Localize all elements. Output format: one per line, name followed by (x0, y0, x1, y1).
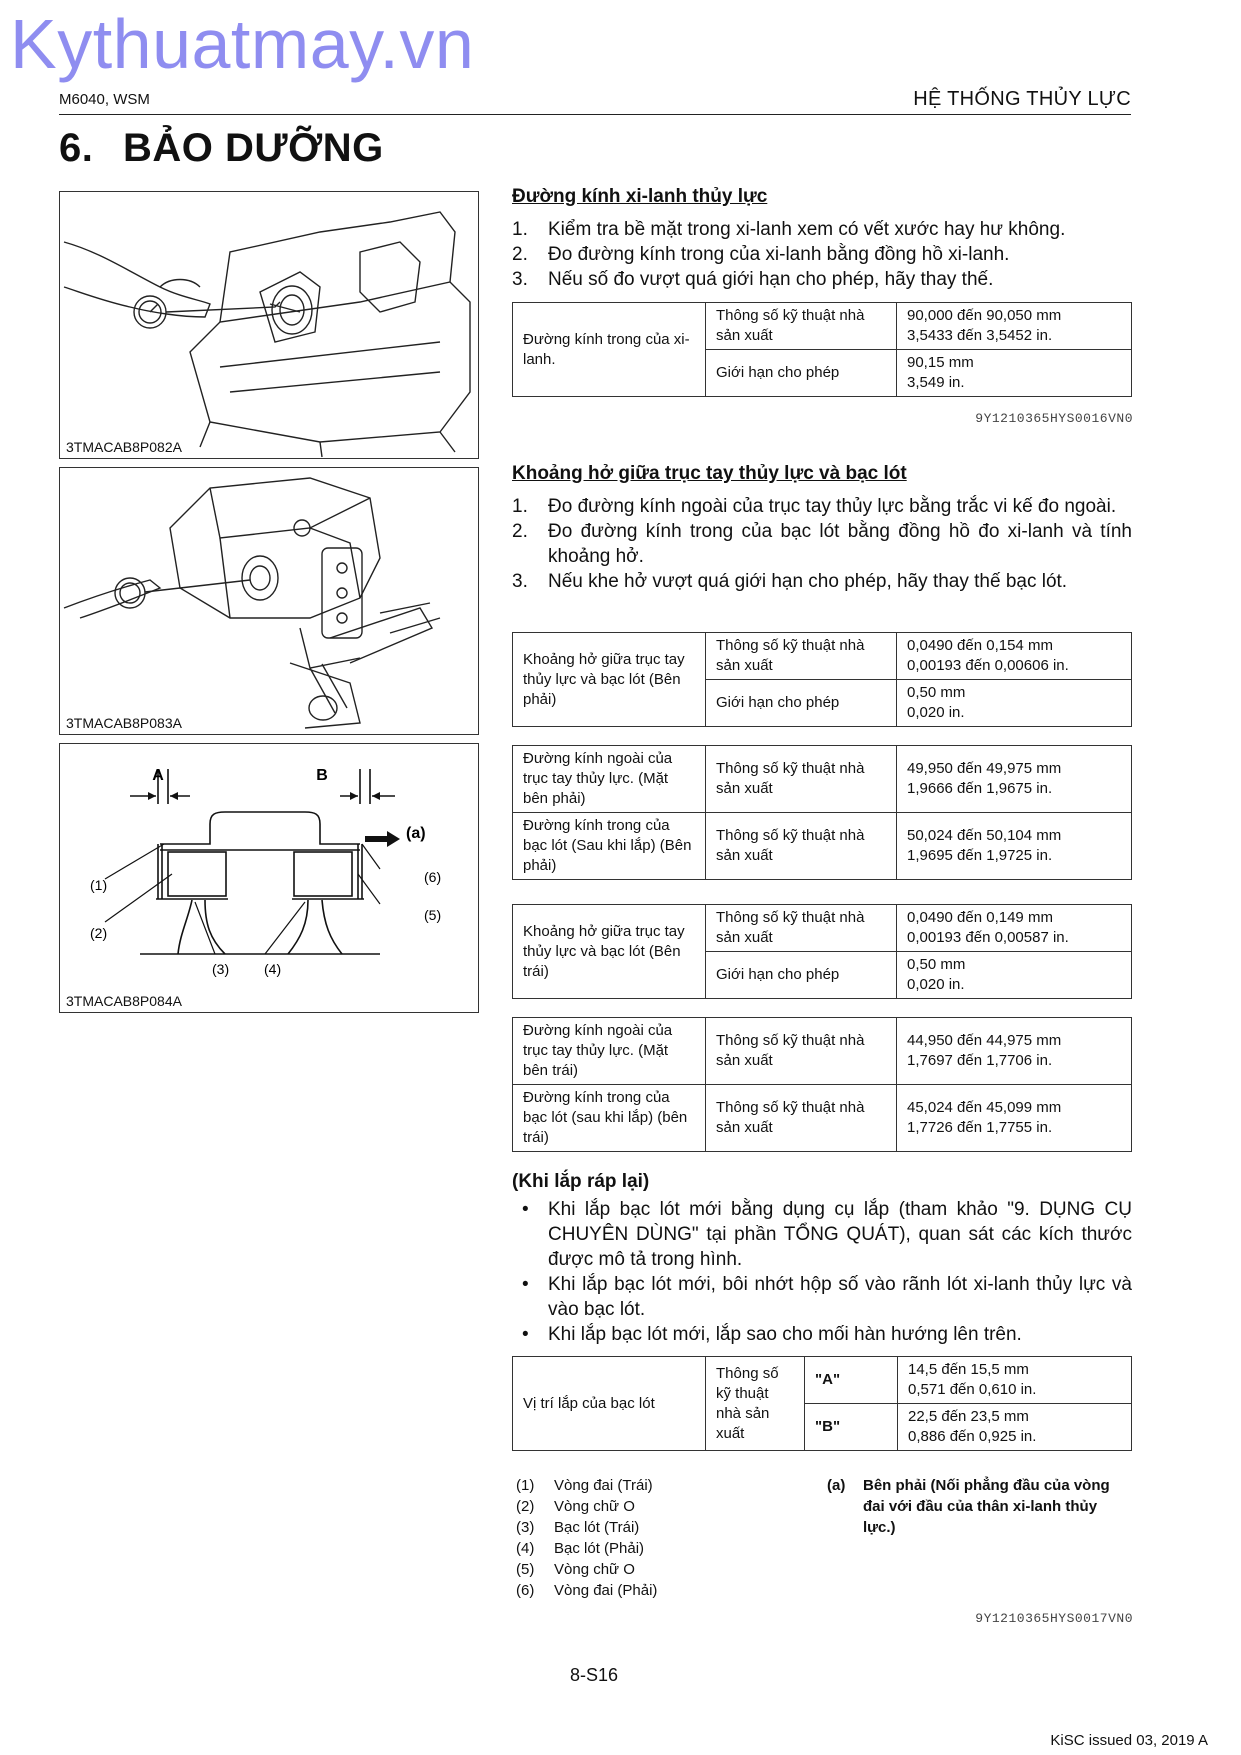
spec-value (898, 1404, 1132, 1451)
spec-label: Giới hạn cho phép (706, 680, 897, 727)
legend-item (516, 1475, 816, 1496)
spec-value-inch: 0,020 in. (907, 976, 965, 993)
spec-value-inch: 1,9666 đến 1,9675 in. (907, 780, 1053, 797)
legend-item (516, 1496, 816, 1517)
spec-key: "B" (805, 1404, 898, 1451)
spec-item: Vị trí lắp của bạc lót (513, 1357, 706, 1451)
spec-value-inch: 0,00193 đến 0,00587 in. (907, 929, 1069, 946)
figure-bushing-position (59, 743, 479, 1013)
step-number: 1. (512, 219, 528, 240)
spec-label: Thông số kỹ thuật nhà sản xuất (706, 746, 897, 813)
dimension-label-b: B (316, 767, 328, 784)
spec-table-diameters-left (512, 1017, 1132, 1152)
spec-value-inch: 3,549 in. (907, 374, 965, 391)
spec-label: Thông số kỹ thuật nhà sản xuất (706, 905, 897, 952)
legend-text: Bạc lót (Trái) (554, 1519, 640, 1536)
spec-value (897, 633, 1132, 680)
note-key: (a) (827, 1477, 846, 1494)
step-text: Đo đường kính ngoài của trục tay thủy lực bằng trắc vi kế đo ngoài. (548, 496, 1117, 517)
spec-label: Thông số kỹ thuật nhà sản xuất (706, 1085, 897, 1152)
spec-value-inch: 0,00193 đến 0,00606 in. (907, 657, 1069, 674)
spec-value-metric: 45,024 đến 45,099 mm (907, 1099, 1062, 1116)
figure-bushing-position-drawing (60, 744, 478, 1012)
step-text: Kiểm tra bề mặt trong xi-lanh xem có vết xước hay hư không. (548, 219, 1066, 240)
title-text: BẢO DƯỠNG (123, 126, 384, 170)
spec-value-metric: 0,50 mm (907, 956, 966, 973)
spec-value-inch: 0,886 đến 0,925 in. (908, 1428, 1037, 1445)
spec-item: Đường kính ngoài của trục tay thủy lực. (Mặt bên phải) (513, 746, 706, 813)
spec-item: Khoảng hở giữa trục tay thủy lực và bạc lót (Bên trái) (513, 905, 706, 999)
spec-value (897, 952, 1132, 999)
spec-value (897, 350, 1132, 397)
spec-table-diameters-right (512, 745, 1132, 880)
spec-value-metric: 90,000 đến 90,050 mm (907, 307, 1062, 324)
legend-item (516, 1559, 816, 1580)
spec-label: Thông số kỹ thuật nhà sản xuất (706, 633, 897, 680)
spec-label: Thông số kỹ thuật nhà sản xuất (706, 1018, 897, 1085)
spec-key: "A" (805, 1357, 898, 1404)
spec-table-cylinder-bore (512, 302, 1132, 397)
spec-value-metric: 0,0490 đến 0,149 mm (907, 909, 1053, 926)
spec-value (897, 746, 1132, 813)
legend-text: Vòng chữ O (554, 1561, 635, 1578)
legend-text: Vòng chữ O (554, 1498, 635, 1515)
spec-value-inch: 0,571 đến 0,610 in. (908, 1381, 1037, 1398)
figure-caption: 3TMACAB8P083A (66, 715, 182, 731)
step-item (512, 519, 1132, 569)
step-item (512, 569, 1132, 594)
spec-table-clearance-left (512, 904, 1132, 999)
callout-1: (1) (90, 877, 108, 893)
step-item (512, 494, 1132, 519)
callout-3: (3) (212, 961, 230, 977)
watermark: Kythuatmay.vn (10, 5, 475, 83)
bullet-item (512, 1272, 1132, 1322)
step-number: 3. (512, 571, 528, 592)
step-number: 3. (512, 269, 528, 290)
spec-value-metric: 90,15 mm (907, 354, 974, 371)
spec-label: Giới hạn cho phép (706, 952, 897, 999)
spec-item: Đường kính ngoài của trục tay thủy lực. (Mặt bên trái) (513, 1018, 706, 1085)
spec-value-inch: 1,7726 đến 1,7755 in. (907, 1119, 1053, 1136)
callout-6: (6) (424, 869, 442, 885)
section1-steps (512, 217, 1132, 292)
note-item (827, 1475, 1132, 1538)
figure-bushing-gauge (59, 467, 479, 735)
page-title (59, 126, 384, 171)
note-text: Bên phải (Nối phẳng đầu của vòng đai với đầu của thân xi-lanh thủy lực.) (863, 1477, 1110, 1536)
step-text: Đo đường kính trong của xi-lanh bằng đồng hồ xi-lanh. (548, 244, 1010, 265)
legend-item (516, 1538, 816, 1559)
figure-cylinder-gauge (59, 191, 479, 459)
legend-text: Bạc lót (Phải) (554, 1540, 645, 1557)
spec-item: Khoảng hở giữa trục tay thủy lực và bạc lót (Bên phải) (513, 633, 706, 727)
header-model: M6040, WSM (59, 91, 150, 108)
section-title-clearance: Khoảng hở giữa trục tay thủy lực và bạc lót (512, 463, 907, 484)
spec-item: Đường kính trong của xi-lanh. (513, 303, 706, 397)
spec-label: Thông số kỹ thuật nhà sản xuất (706, 303, 897, 350)
bullet-text: Khi lắp bạc lót mới bằng dụng cụ lắp (tham khảo "9. DỤNG CỤ CHUYÊN DÙNG" tại phần TỔNG QUÁT), quan sát các kích thước được mô tả trong hình. (548, 1199, 1132, 1270)
legend-text: Vòng đai (Phải) (554, 1582, 658, 1599)
section2-steps (512, 494, 1132, 594)
spec-value (897, 1085, 1132, 1152)
legend-text: Vòng đai (Trái) (554, 1477, 653, 1494)
step-item (512, 217, 1132, 242)
spec-label: Thông số kỹ thuật nhà sản xuất (706, 1357, 805, 1451)
reference-code: 9Y1210365HYS0017VN0 (975, 1611, 1133, 1626)
legend-key: (2) (516, 1498, 535, 1515)
spec-value (897, 1018, 1132, 1085)
bullet-text: Khi lắp bạc lót mới, bôi nhớt hộp số vào rãnh lót xi-lanh thủy lực và vào bạc lót. (548, 1274, 1132, 1320)
step-text: Nếu số đo vượt quá giới hạn cho phép, hãy thay thế. (548, 269, 994, 290)
legend-item (516, 1517, 816, 1538)
spec-item: Đường kính trong của bạc lót (Sau khi lắp) (Bên phải) (513, 813, 706, 880)
spec-value-inch: 3,5433 đến 3,5452 in. (907, 327, 1053, 344)
spec-value-metric: 50,024 đến 50,104 mm (907, 827, 1062, 844)
step-number: 2. (512, 521, 528, 542)
spec-value-metric: 44,950 đến 44,975 mm (907, 1032, 1062, 1049)
legend-key: (6) (516, 1582, 535, 1599)
spec-table-bushing-position (512, 1356, 1132, 1451)
bullet-dot: • (522, 1274, 529, 1295)
spec-label: Giới hạn cho phép (706, 350, 897, 397)
dimension-label-a: A (152, 767, 164, 784)
spec-value-metric: 49,950 đến 49,975 mm (907, 760, 1062, 777)
callout-5: (5) (424, 907, 442, 923)
figure-caption: 3TMACAB8P084A (66, 993, 182, 1009)
step-item (512, 242, 1132, 267)
step-item (512, 267, 1132, 292)
legend-key: (5) (516, 1561, 535, 1578)
page-number: 8-S16 (570, 1665, 619, 1685)
spec-value (897, 813, 1132, 880)
reassembly-title: (Khi lắp ráp lại) (512, 1171, 650, 1192)
figure-bushing-gauge-drawing (60, 468, 478, 734)
reassembly-bullets (512, 1197, 1132, 1347)
callout-4: (4) (264, 961, 282, 977)
spec-value (897, 905, 1132, 952)
spec-value-metric: 22,5 đến 23,5 mm (908, 1408, 1029, 1425)
step-text: Đo đường kính trong của bạc lót bằng đồng hồ đo xi-lanh và tính khoảng hở. (548, 521, 1132, 567)
header-rule (59, 114, 1131, 115)
arrow-note (827, 1475, 1132, 1538)
arrow-label-a: (a) (406, 825, 426, 842)
spec-label: Thông số kỹ thuật nhà sản xuất (706, 813, 897, 880)
spec-value-metric: 0,50 mm (907, 684, 966, 701)
bullet-item (512, 1322, 1132, 1347)
spec-value-metric: 0,0490 đến 0,154 mm (907, 637, 1053, 654)
step-number: 2. (512, 244, 528, 265)
figure-cylinder-gauge-drawing (60, 192, 478, 458)
spec-item: Đường kính trong của bạc lót (sau khi lắp) (bên trái) (513, 1085, 706, 1152)
reference-code: 9Y1210365HYS0016VN0 (975, 411, 1133, 426)
spec-table-clearance-right (512, 632, 1132, 727)
spec-value (897, 303, 1132, 350)
title-number: 6. (59, 126, 94, 170)
legend-key: (1) (516, 1477, 535, 1494)
bullet-item (512, 1197, 1132, 1272)
bullet-text: Khi lắp bạc lót mới, lắp sao cho mối hàn hướng lên trên. (548, 1324, 1022, 1345)
callout-2: (2) (90, 925, 108, 941)
bullet-dot: • (522, 1199, 529, 1220)
footer-issue: KiSC issued 03, 2019 A (1050, 1732, 1208, 1749)
legend-key: (3) (516, 1519, 535, 1536)
bullet-dot: • (522, 1324, 529, 1345)
section-title-cylinder-bore: Đường kính xi-lanh thủy lực (512, 186, 768, 207)
spec-value-inch: 0,020 in. (907, 704, 965, 721)
spec-value-inch: 1,9695 đến 1,9725 in. (907, 847, 1053, 864)
legend-item (516, 1580, 816, 1601)
spec-value (897, 680, 1132, 727)
spec-value-inch: 1,7697 đến 1,7706 in. (907, 1052, 1053, 1069)
header-chapter: HỆ THỐNG THỦY LỰC (913, 88, 1131, 110)
parts-legend (516, 1475, 816, 1601)
spec-value (898, 1357, 1132, 1404)
figure-caption: 3TMACAB8P082A (66, 439, 182, 455)
spec-value-metric: 14,5 đến 15,5 mm (908, 1361, 1029, 1378)
legend-key: (4) (516, 1540, 535, 1557)
step-number: 1. (512, 496, 528, 517)
step-text: Nếu khe hở vượt quá giới hạn cho phép, hãy thay thế bạc lót. (548, 571, 1068, 592)
